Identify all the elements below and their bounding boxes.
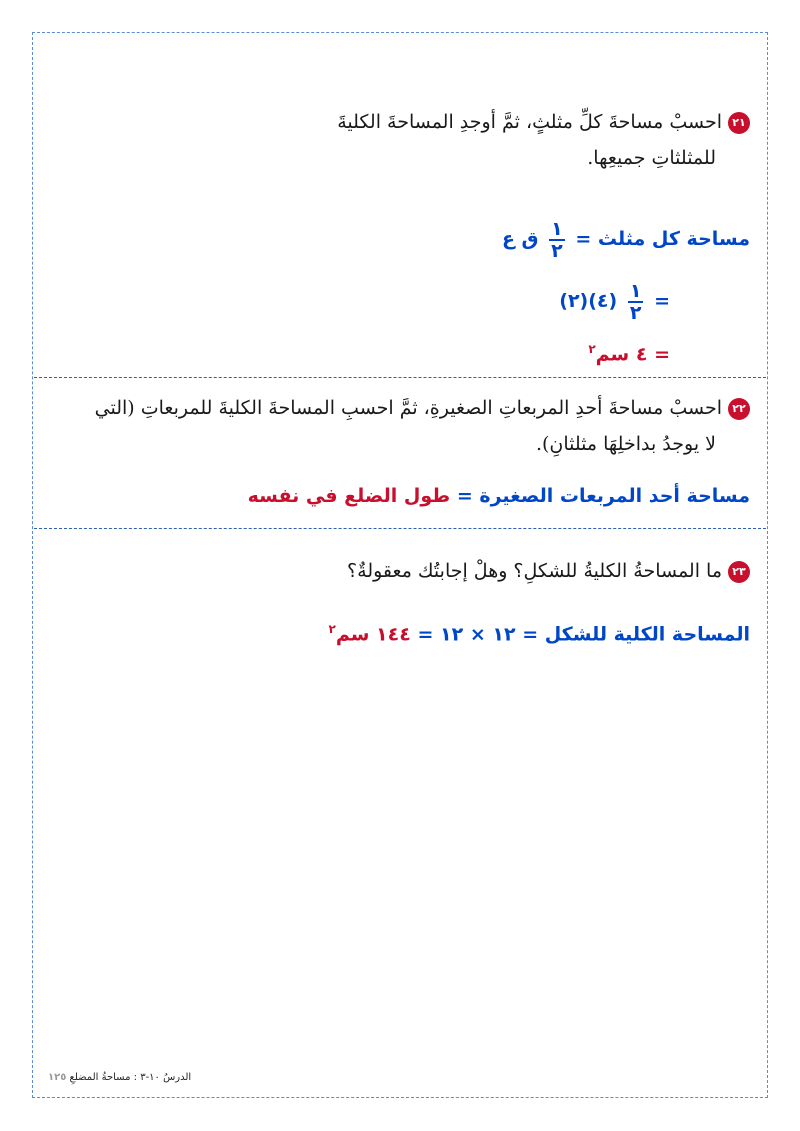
question-23-line-1: ٢٣ما المساحةُ الكليةُ للشكلِ؟ وهلْ إجابتُك معقولةٌ؟ bbox=[50, 553, 750, 589]
question-21 bbox=[50, 104, 750, 176]
question-22-line-2: لا يوجدُ بداخلِهَا مثلثانِ). bbox=[535, 433, 716, 455]
question-22 bbox=[50, 390, 750, 462]
answer-21-line-2: = $\frac{١}{٢}$ (٤)(٢) bbox=[559, 279, 670, 324]
fraction-half: $\frac{١}{٢}$ bbox=[551, 217, 563, 262]
question-22-line-1: ٢٢احسبْ مساحةَ أحدِ المربعاتِ الصغيرةِ، ثمَّ احسبِ المساحةَ الكليةَ للمربعاتِ (التي bbox=[50, 390, 750, 426]
answer-21-line-1: مساحة كل مثلث = $\frac{١}{٢}$ ق ع bbox=[501, 217, 750, 262]
fraction-half: $\frac{١}{٢}$ bbox=[629, 279, 642, 324]
answer-22: مساحة أحد المربعات الصغيرة = طول الضلع في نفسه bbox=[247, 485, 750, 507]
question-21-line-1: ٢١احسبْ مساحةَ كلِّ مثلثٍ، ثمَّ أوجدِ المساحةَ الكليةَ bbox=[50, 104, 750, 140]
question-23 bbox=[50, 553, 750, 589]
lesson-label: الدرسُ ١٠-٣ : مساحةُ المضلعِ bbox=[69, 1072, 192, 1083]
page-number: ١٢٥ bbox=[48, 1072, 67, 1083]
page-footer bbox=[48, 1072, 191, 1083]
answer-23: المساحة الكلية للشكل = ١٢ × ١٢ = ١٤٤ سم$^٢$ bbox=[328, 622, 750, 646]
question-number-badge: ٢٢ bbox=[728, 398, 750, 420]
question-21-line-2: للمثلثاتِ جميعِها. bbox=[587, 147, 716, 169]
answer-21-line-3: = ٤ سم$^٢$ bbox=[588, 342, 670, 366]
section-divider bbox=[34, 377, 766, 378]
section-divider bbox=[34, 528, 766, 529]
question-number-badge: ٢١ bbox=[728, 112, 750, 134]
question-number-badge: ٢٣ bbox=[728, 561, 750, 583]
